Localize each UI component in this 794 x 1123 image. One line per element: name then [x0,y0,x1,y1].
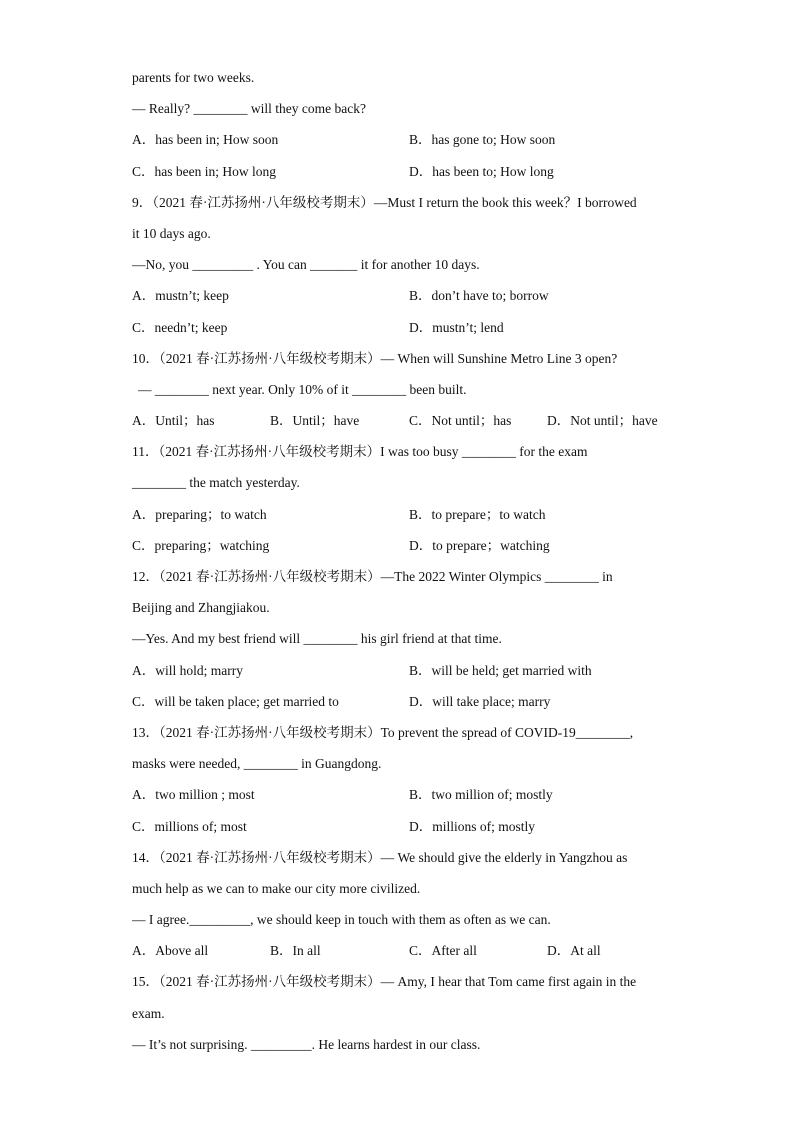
answer-option-b: D．has been to; How long [409,163,554,179]
answer-option-b: B．Until；have [270,413,360,429]
text-line: Beijing and Zhangjiakou. [132,600,270,616]
text-line: —No, you _________ . You can _______ it for another 10 days. [132,257,480,273]
text-line: 12．（2021 春·江苏扬州·八年级校考期末）—The 2022 Winter Olympics ________ in [132,569,613,584]
answer-option-a: A．will hold; marry [132,662,243,678]
text-line: — I agree._________, we should keep in touch with them as often as we can. [132,912,551,928]
answer-option-b: D．millions of; mostly [409,818,536,834]
text-line: —Yes. And my best friend will ________ his girl friend at that time. [132,631,502,647]
text-line: it 10 days ago. [132,225,211,241]
answer-option-c: C．After all [409,943,477,959]
text-line: — It’s not surprising. _________. He learns hardest in our class. [132,1036,481,1052]
answer-option-a: A．two million ; most [132,787,255,803]
answer-options-row [132,935,672,966]
answer-option-b: D．will take place; marry [409,693,551,709]
exam-questions [132,62,672,1060]
answer-option-a: A．preparing；to watch [132,506,267,522]
answer-option-b: D．to prepare；watching [409,537,550,553]
answer-option-b: B．will be held; get married with [409,662,592,678]
answer-option-a: C．needn’t; keep [132,319,228,335]
answer-option-b: D．mustn’t; lend [409,319,504,335]
answer-options-row [132,280,672,311]
answer-options-row [132,655,672,686]
text-line: — Really? ________ will they come back? [132,101,366,117]
answer-options-row [132,779,672,810]
answer-option-a: C．preparing；watching [132,537,270,553]
text-line: — ________ next year. Only 10% of it ________ been built. [138,381,467,397]
text-line: 11．（2021 春·江苏扬州·八年级校考期末）I was too busy ________ for the exam [132,444,588,460]
text-line: 13．（2021 春·江苏扬州·八年级校考期末）To prevent the spread of COVID-19________, [132,724,634,740]
answer-option-a: C．will be taken place; get married to [132,693,339,709]
answer-option-b: B．don’t have to; borrow [409,288,549,304]
text-line: parents for two weeks. [132,70,255,85]
answer-option-b: B．to prepare；to watch [409,506,546,522]
text-line: 15．（2021 春·江苏扬州·八年级校考期末）— Amy, I hear that Tom came first again in the [132,974,637,990]
answer-option-a: A．mustn’t; keep [132,288,229,304]
answer-option-b: B．has gone to; How soon [409,132,556,148]
text-line: 14．（2021 春·江苏扬州·八年级校考期末）— We should give the elderly in Yangzhou as [132,849,628,865]
text-line: much help as we can to make our city more civilized. [132,880,421,896]
text-line: 10．（2021 春·江苏扬州·八年级校考期末）— When will Sunshine Metro Line 3 open? [132,350,618,366]
answer-option-a: A．Until；has [132,413,215,429]
answer-options-row [132,499,672,530]
answer-option-a: C．millions of; most [132,818,247,834]
answer-option-a: A．has been in; How soon [132,132,279,148]
answer-options-row [132,156,672,187]
answer-option-a: C．has been in; How long [132,163,276,179]
text-line: masks were needed, ________ in Guangdong. [132,756,382,772]
answer-options-row [132,312,672,343]
answer-options-row [132,124,672,155]
text-line: ________ the match yesterday. [132,475,300,491]
answer-option-d: D．At all [547,943,601,959]
answer-options-row [132,530,672,561]
answer-option-d: D．Not until；have [547,413,658,429]
text-line: 9．（2021 春·江苏扬州·八年级校考期末）—Must I return the book this week？I borrowed [132,194,637,210]
answer-options-row [132,686,672,717]
answer-options-row [132,811,672,842]
answer-option-b: B．two million of; mostly [409,787,553,803]
answer-option-b: B．In all [270,943,321,959]
answer-options-row [132,405,672,436]
text-line: exam. [132,1005,165,1021]
answer-option-c: C．Not until；has [409,413,512,429]
answer-option-a: A．Above all [132,943,209,959]
